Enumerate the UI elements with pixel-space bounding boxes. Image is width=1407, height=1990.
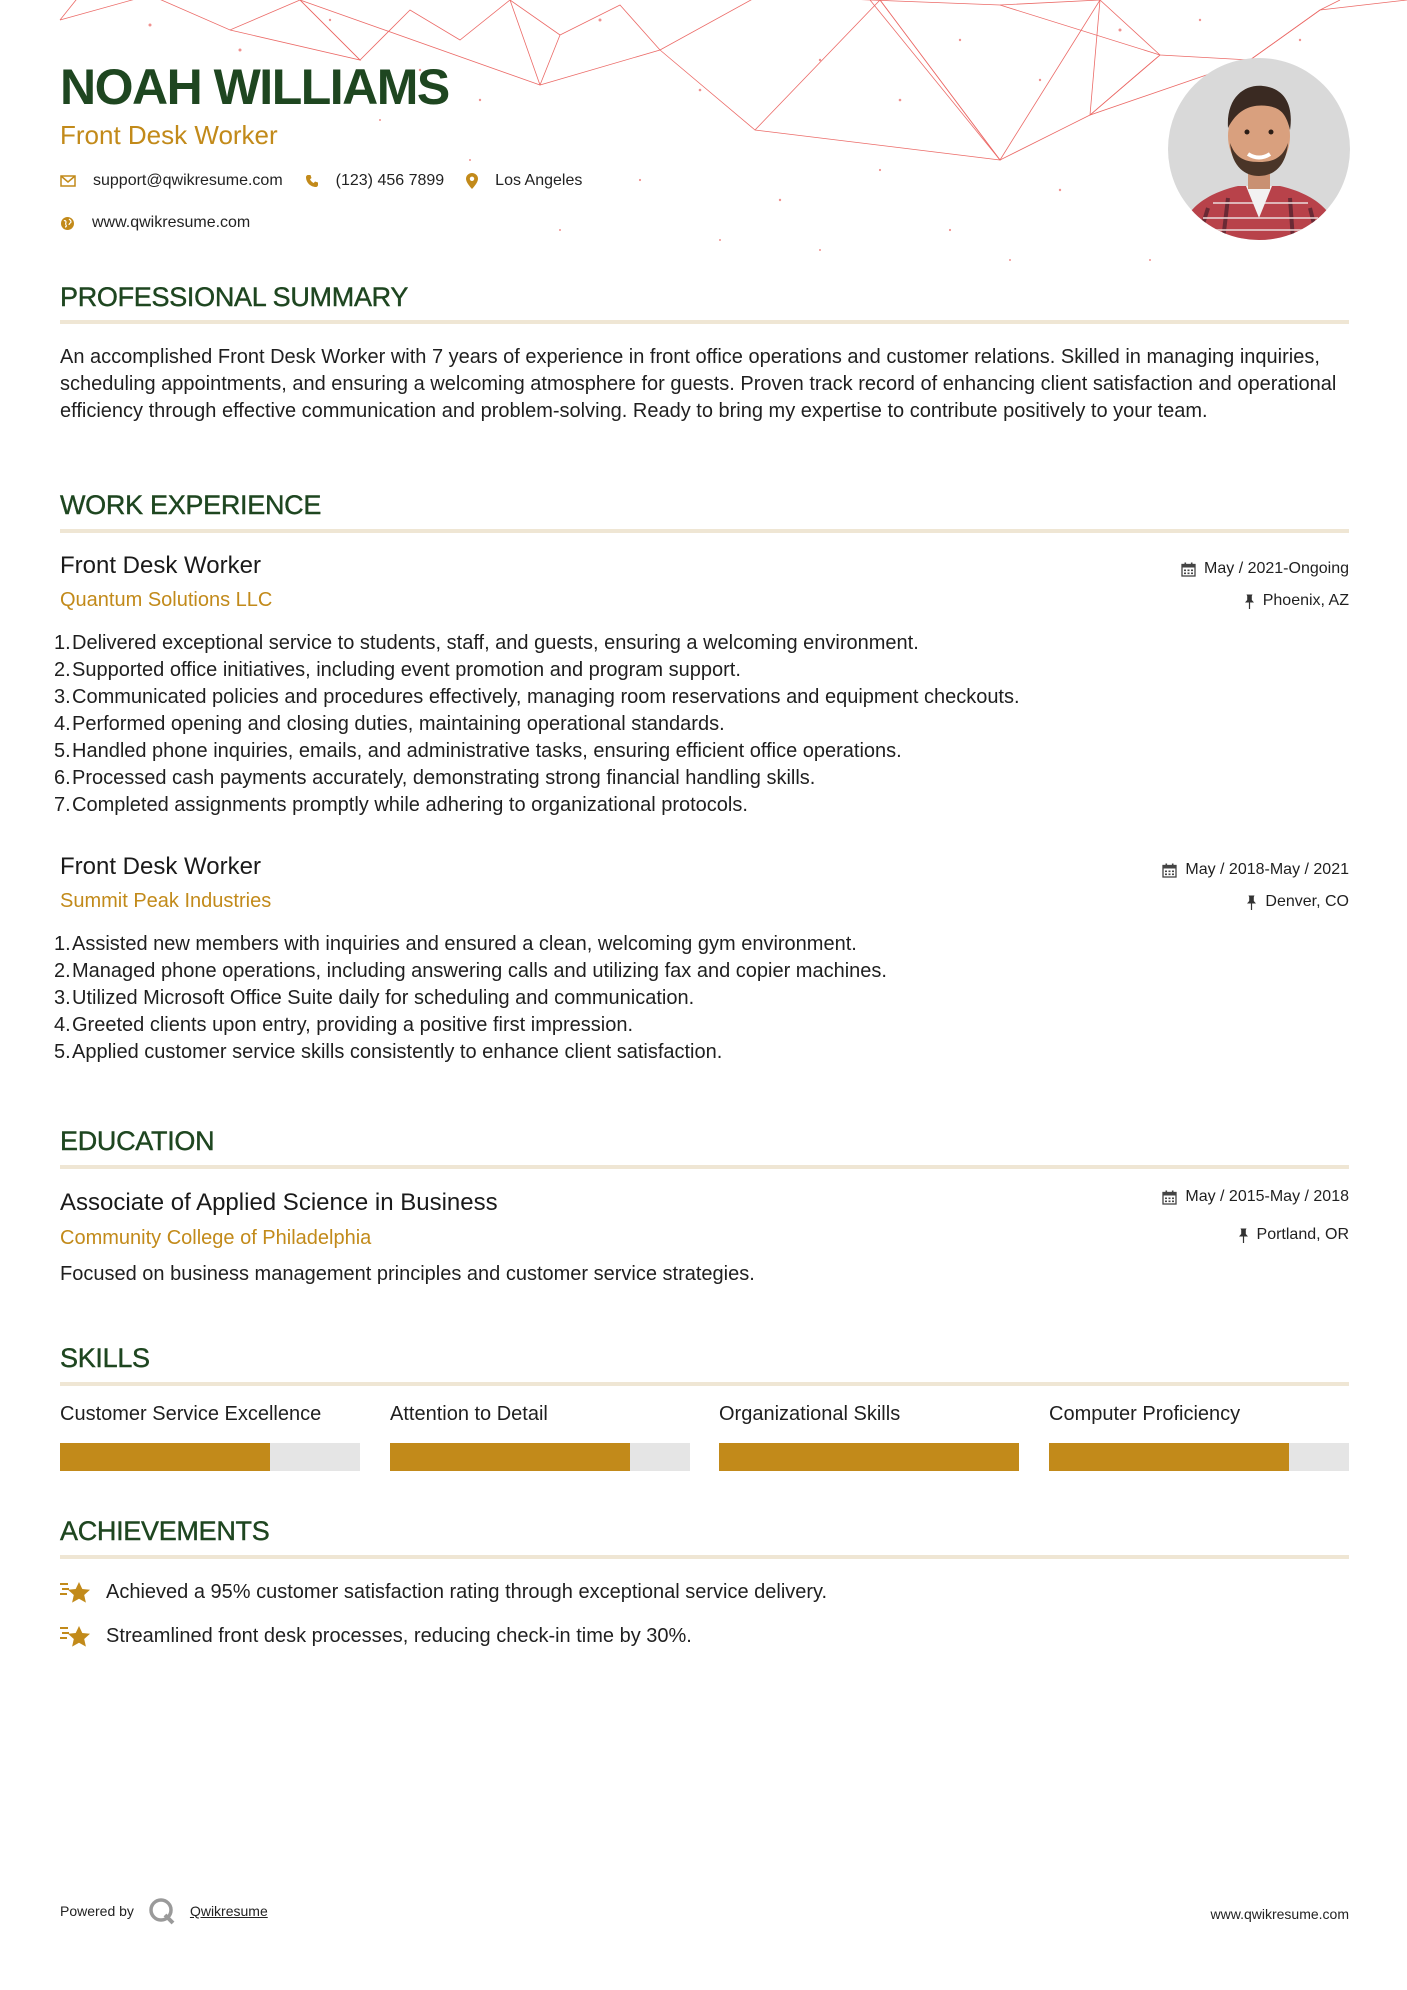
- achievements-rule: [60, 1555, 1349, 1559]
- job-bullets: [54, 931, 887, 1066]
- job-bullet: 1.Assisted new members with inquiries and ensured a clean, welcoming gym environment.: [54, 933, 857, 955]
- education-degree: Associate of Applied Science in Business: [60, 1189, 498, 1216]
- job-location: [1244, 592, 1349, 610]
- map-pin-icon: [466, 173, 478, 189]
- skill-bar: [1049, 1443, 1349, 1471]
- job-bullet: 6.Processed cash payments accurately, demonstrating strong financial handling skills.: [54, 767, 816, 789]
- calendar-icon: [1181, 562, 1196, 577]
- job-date: [1162, 861, 1349, 879]
- email-text: support@qwikresume.com: [93, 172, 283, 189]
- contact-email[interactable]: [60, 172, 283, 190]
- powered-by-label: Powered by: [60, 1903, 134, 1919]
- footer-website[interactable]: www.qwikresume.com: [1210, 1906, 1349, 1922]
- job-location: [1246, 893, 1349, 911]
- skill-item: [719, 1403, 1019, 1471]
- profile-photo: [1168, 58, 1350, 240]
- candidate-name: NOAH WILLIAMS: [60, 59, 449, 115]
- education-date-text: May / 2015-May / 2018: [1185, 1188, 1349, 1205]
- skill-bar: [390, 1443, 690, 1471]
- achievement-item: [60, 1622, 692, 1650]
- brand-link[interactable]: Qwikresume: [189, 1903, 268, 1919]
- location-text: Los Angeles: [495, 172, 583, 189]
- contact-phone[interactable]: [305, 172, 445, 190]
- skill-label: Organizational Skills: [719, 1403, 901, 1425]
- contact-row: [60, 172, 604, 190]
- skill-item: [60, 1403, 360, 1471]
- skill-label: Computer Proficiency: [1049, 1403, 1241, 1425]
- job-bullet: 1.Delivered exceptional service to students, staff, and guests, ensuring a welcoming environment.: [54, 632, 919, 654]
- skill-label: Attention to Detail: [390, 1403, 548, 1425]
- job-bullet: 5.Applied customer service skills consistently to enhance client satisfaction.: [54, 1041, 723, 1063]
- job-date-text: May / 2018-May / 2021: [1185, 861, 1349, 878]
- job-bullet: 4.Greeted clients upon entry, providing a positive first impression.: [54, 1014, 634, 1036]
- job-bullet: 7.Completed assignments promptly while adhering to organizational protocols.: [54, 794, 748, 816]
- experience-rule: [60, 529, 1349, 533]
- contact-row-website: [60, 214, 272, 232]
- education-location-text: Portland, OR: [1256, 1226, 1349, 1243]
- phone-icon: [305, 174, 319, 188]
- envelope-icon: [60, 175, 76, 187]
- summary-rule: [60, 320, 1349, 324]
- education-description: Focused on business management principles and customer service strategies.: [60, 1263, 755, 1285]
- job-bullet: 2.Supported office initiatives, including event promotion and program support.: [54, 659, 741, 681]
- achievement-text: Streamlined front desk processes, reducing check-in time by 30%.: [106, 1624, 692, 1647]
- resume-page: [54, 0, 1349, 1990]
- profile-photo-image: [1168, 58, 1350, 240]
- pushpin-icon: [1246, 895, 1257, 910]
- job-location-text: Phoenix, AZ: [1262, 592, 1349, 609]
- calendar-icon: [1162, 1190, 1177, 1205]
- summary-heading: PROFESSIONAL SUMMARY: [60, 282, 409, 312]
- skill-item: [390, 1403, 690, 1471]
- job-title: Front Desk Worker: [60, 853, 261, 880]
- job-bullet: 4.Performed opening and closing duties, maintaining operational standards.: [54, 713, 725, 735]
- skill-bar: [719, 1443, 1019, 1471]
- achievement-item: [60, 1578, 827, 1606]
- job-bullet: 3.Utilized Microsoft Office Suite daily for scheduling and communication.: [54, 987, 695, 1009]
- job-company: Summit Peak Industries: [60, 890, 272, 912]
- pushpin-icon: [1244, 594, 1255, 609]
- qwikresume-logo-icon: [148, 1897, 176, 1925]
- website-text: www.qwikresume.com: [92, 214, 251, 231]
- skill-bar-fill: [390, 1443, 630, 1471]
- job-title: Front Desk Worker: [60, 552, 261, 579]
- experience-heading: WORK EXPERIENCE: [60, 490, 322, 520]
- contact-website[interactable]: [60, 214, 250, 232]
- job-bullet: 5.Handled phone inquiries, emails, and administrative tasks, ensuring efficient office operations.: [54, 740, 902, 762]
- job-company: Quantum Solutions LLC: [60, 589, 273, 611]
- achievements-heading: ACHIEVEMENTS: [60, 1516, 270, 1546]
- contact-location: [466, 172, 582, 190]
- candidate-role: Front Desk Worker: [60, 120, 278, 150]
- education-school: Community College of Philadelphia: [60, 1227, 372, 1249]
- pushpin-icon: [1238, 1228, 1249, 1243]
- skill-item: [1049, 1403, 1349, 1471]
- education-heading: EDUCATION: [60, 1126, 215, 1156]
- footer-powered-by: [60, 1897, 268, 1925]
- skills-rule: [60, 1382, 1349, 1386]
- skill-bar-fill: [719, 1443, 1019, 1471]
- achievement-text: Achieved a 95% customer satisfaction rating through exceptional service delivery.: [106, 1580, 828, 1603]
- phone-text: (123) 456 7899: [335, 172, 445, 189]
- job-location-text: Denver, CO: [1265, 893, 1349, 910]
- star-icon: [60, 1622, 92, 1650]
- job-bullets: [54, 630, 1020, 819]
- star-icon: [60, 1578, 92, 1606]
- globe-icon: [60, 216, 75, 231]
- skill-bar-fill: [60, 1443, 270, 1471]
- skill-bar: [60, 1443, 360, 1471]
- job-date: [1181, 560, 1349, 578]
- skill-bar-fill: [1049, 1443, 1289, 1471]
- education-date: [1162, 1188, 1349, 1206]
- education-location: [1238, 1226, 1349, 1244]
- calendar-icon: [1162, 863, 1177, 878]
- education-rule: [60, 1165, 1349, 1169]
- skills-heading: SKILLS: [60, 1343, 150, 1373]
- skill-label: Customer Service Excellence: [60, 1403, 322, 1425]
- job-date-text: May / 2021-Ongoing: [1204, 560, 1349, 577]
- job-bullet: 3.Communicated policies and procedures effectively, managing room reservations and equipment checkouts.: [54, 686, 1020, 708]
- summary-text: An accomplished Front Desk Worker with 7 years of experience in front office operations and customer relations. Skilled in managing inquiries, scheduling appointments, and ensuring a welcoming atmosphere for guests. Proven track record of enhancing client satisfaction and operational efficiency through effective communication and problem-solving. Ready to bring my expertise to contribute positively to your team.: [60, 346, 1337, 422]
- job-bullet: 2.Managed phone operations, including answering calls and utilizing fax and copier machines.: [54, 960, 887, 982]
